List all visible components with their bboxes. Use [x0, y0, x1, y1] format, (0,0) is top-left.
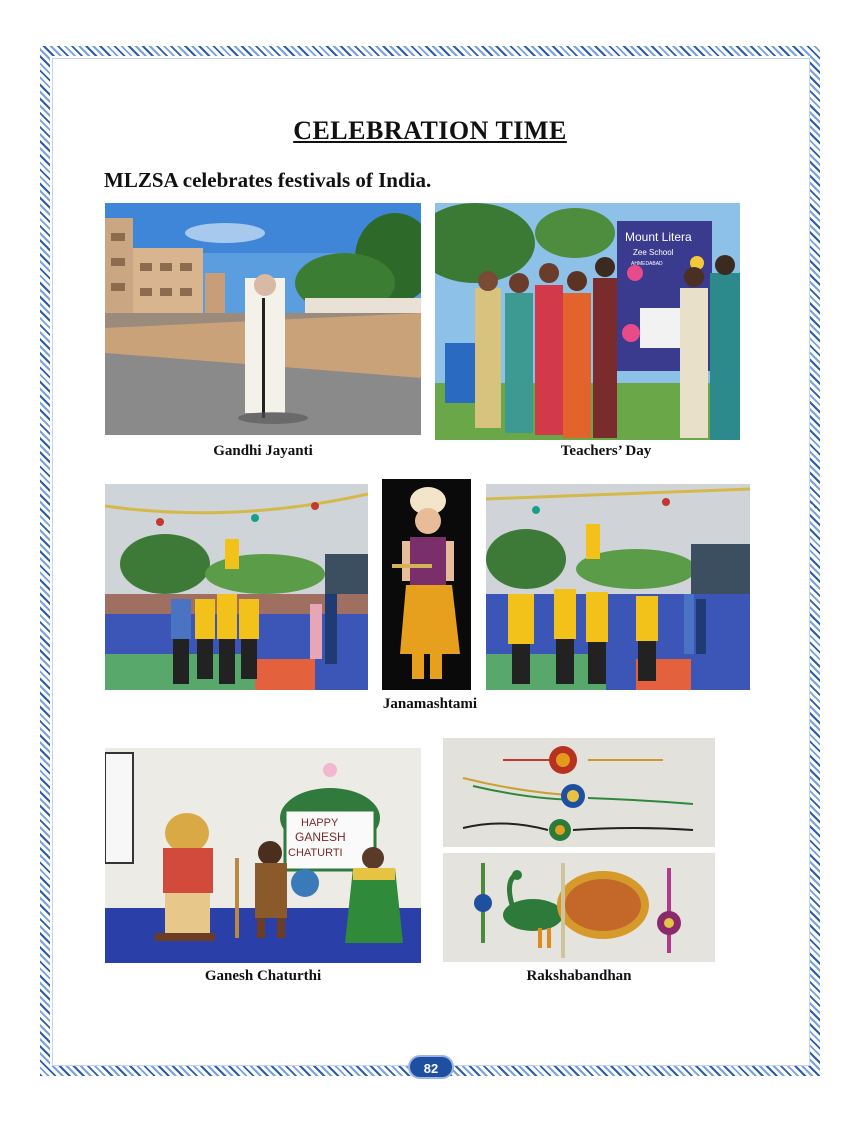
- svg-text:CHATURTI: CHATURTI: [288, 847, 343, 859]
- svg-text:GANESH: GANESH: [295, 830, 346, 844]
- page-number-badge: 82: [408, 1055, 454, 1079]
- svg-text:AHMEDABAD: AHMEDABAD: [631, 261, 663, 267]
- svg-text:Zee School: Zee School: [633, 248, 674, 257]
- svg-text:Mount Litera: Mount Litera: [625, 230, 692, 244]
- janmashtami-photo-child: [382, 479, 471, 690]
- janmashtami-caption: Janamashtami: [382, 696, 478, 712]
- rakshabandhan-caption: Rakshabandhan: [526, 968, 632, 984]
- page-title: CELEBRATION TIME: [293, 116, 567, 145]
- page-subtitle: MLZSA celebrates festivals of India.: [104, 168, 432, 192]
- ganesh-chaturthi-photo: [105, 748, 421, 963]
- rakshabandhan-photo-top: [443, 738, 715, 847]
- janmashtami-photo-left: [105, 484, 368, 690]
- ganesh-chaturthi-caption: Ganesh Chaturthi: [204, 968, 322, 984]
- teachers-day-caption: Teachers’ Day: [560, 443, 652, 459]
- gandhi-jayanti-caption: Gandhi Jayanti: [213, 443, 313, 459]
- rakshabandhan-photo-bottom: [443, 853, 715, 962]
- teachers-day-photo: [435, 203, 740, 440]
- svg-text:HAPPY: HAPPY: [301, 817, 339, 829]
- janmashtami-photo-right: [486, 484, 750, 690]
- gandhi-jayanti-photo: [105, 203, 421, 435]
